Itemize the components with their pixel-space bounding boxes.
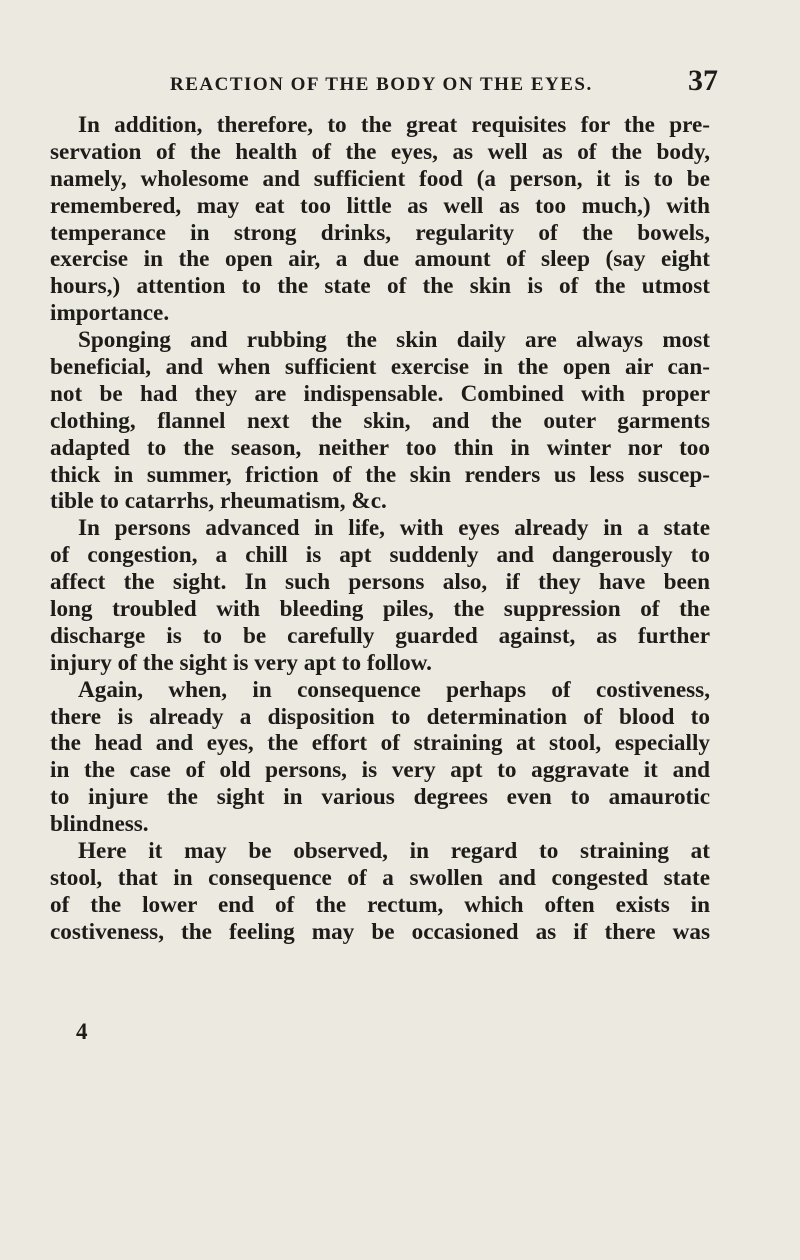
text-line: there is already a disposition to determination of blood to	[50, 703, 710, 730]
text-line: affect the sight. In such persons also, if they have been	[50, 569, 710, 596]
text-line: of congestion, a chill is apt suddenly and dangerously to	[50, 542, 710, 569]
running-head: REACTION OF THE BODY ON THE EYES.	[170, 74, 593, 95]
page-number: 37	[688, 64, 718, 97]
text-line: adapted to the season, neither too thin in winter nor too	[50, 434, 710, 461]
text-line: not be had they are indispensable. Combined with proper	[50, 380, 710, 407]
text-line: costiveness, the feeling may be occasioned as if there was	[50, 918, 710, 945]
text-line: thick in summer, friction of the skin renders us less suscep-	[50, 461, 710, 488]
text-line: of the lower end of the rectum, which often exists in	[50, 891, 710, 918]
text-line: blindness.	[50, 811, 149, 838]
text-line: injury of the sight is very apt to follow.	[50, 649, 432, 676]
text-line: long troubled with bleeding piles, the suppression of the	[50, 596, 710, 623]
body-text	[50, 112, 710, 946]
text-line: Sponging and rubbing the skin daily are always most	[78, 327, 710, 354]
text-line: Again, when, in consequence perhaps of costiveness,	[78, 676, 710, 703]
text-line: servation of the health of the eyes, as well as of the body,	[50, 138, 710, 165]
text-line: to injure the sight in various degrees even to amaurotic	[50, 784, 710, 811]
text-line: the head and eyes, the effort of straining at stool, especially	[50, 730, 710, 757]
text-line: Here it may be observed, in regard to straining at	[78, 838, 710, 865]
text-line: importance.	[50, 300, 170, 327]
text-line: in the case of old persons, is very apt to aggravate it and	[50, 757, 710, 784]
text-line: hours,) attention to the state of the skin is of the utmost	[50, 273, 710, 300]
text-line: namely, wholesome and sufficient food (a person, it is to be	[50, 165, 710, 192]
text-line: exercise in the open air, a due amount of sleep (say eight	[50, 246, 710, 273]
text-line: tible to catarrhs, rheumatism, &c.	[50, 488, 387, 515]
text-line: stool, that in consequence of a swollen and congested state	[50, 864, 710, 891]
text-line: discharge is to be carefully guarded against, as further	[50, 622, 710, 649]
text-line: In addition, therefore, to the great requisites for the pre-	[78, 112, 710, 138]
text-line: In persons advanced in life, with eyes already in a state	[78, 515, 710, 542]
text-line: remembered, may eat too little as well as too much,) with	[50, 192, 710, 219]
signature-mark: 4	[76, 1019, 88, 1044]
text-line: temperance in strong drinks, regularity of the bowels,	[50, 219, 710, 246]
text-line: clothing, flannel next the skin, and the outer garments	[50, 407, 710, 434]
text-line: beneficial, and when sufficient exercise in the open air can-	[50, 354, 710, 381]
